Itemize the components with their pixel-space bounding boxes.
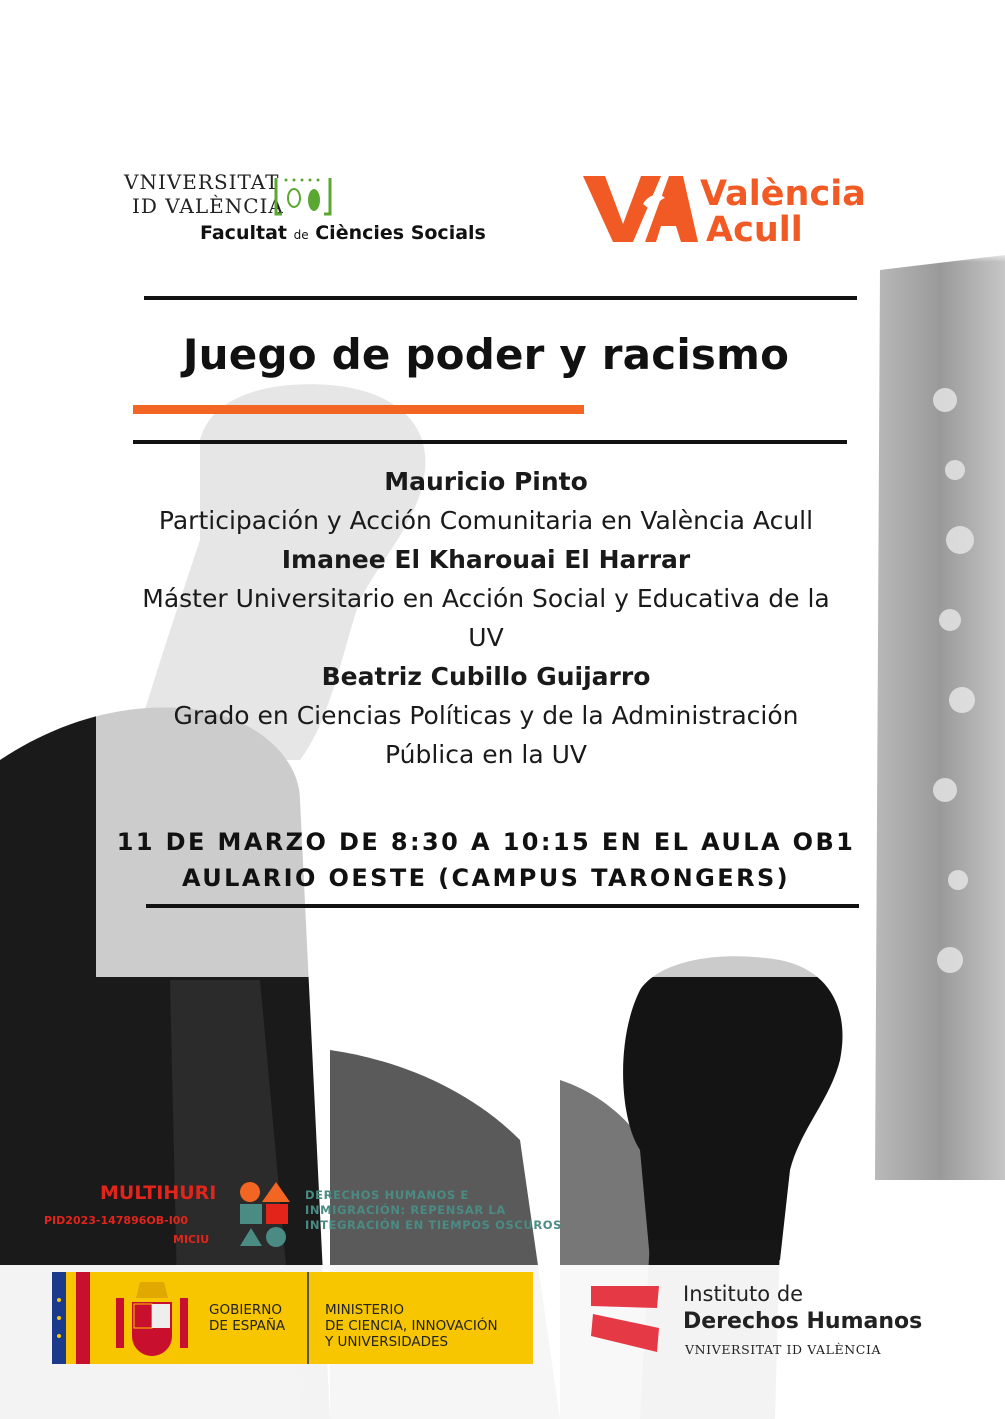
- project-id: PID2023-147896OB-I00: [44, 1214, 189, 1227]
- bottom-divider: [146, 904, 859, 908]
- va-line1: València: [700, 174, 866, 214]
- idh-logo-icon: [591, 1284, 661, 1354]
- ministerio-text: [325, 1302, 498, 1350]
- idh-line3: VNIVERSITAT ID VALÈNCIA: [685, 1342, 882, 1357]
- speaker-name: Beatriz Cubillo Guijarro: [321, 662, 651, 691]
- faculty-word: Facultat: [200, 222, 287, 244]
- project-shapes-icon: [236, 1180, 292, 1248]
- speaker-list: [96, 462, 876, 774]
- uv-emblem-icon: [272, 174, 334, 218]
- idh-line2: Derechos Humanos: [683, 1309, 923, 1334]
- event-date-time: 11 DE MARZO DE 8:30 A 10:15 EN EL AULA OB1: [116, 828, 856, 856]
- faculty-de: de: [293, 228, 309, 242]
- speaker-role: Grado en Ciencias Políticas y de la Administración Pública en la UV: [173, 701, 799, 769]
- uv-logo-line1: VNIVERSITAT: [124, 170, 280, 194]
- speaker-role: Máster Universitario en Acción Social y Educativa de la UV: [142, 584, 830, 652]
- top-divider: [144, 296, 857, 300]
- faculty-ciencies: Ciències Socials: [315, 222, 486, 244]
- valencia-acull-text: [700, 176, 866, 248]
- va-line2: Acull: [706, 210, 803, 250]
- uv-logo-line2: ID VALÈNCIA: [132, 194, 284, 218]
- project-title: DERECHOS HUMANOS E INMIGRACIÓN: REPENSAR LA INTEGRACIÓN EN TIEMPOS OSCUROS: [305, 1188, 563, 1232]
- faculty-name: [200, 222, 486, 244]
- min-line3: Y UNIVERSIDADES: [325, 1334, 449, 1350]
- accent-divider: [133, 405, 584, 414]
- speaker-role: Participación y Acción Comunitaria en València Acull: [158, 506, 814, 535]
- page-title: Juego de poder y racismo: [182, 330, 790, 379]
- event-details: [96, 824, 876, 896]
- middle-divider: [133, 440, 847, 444]
- speaker-name: Mauricio Pinto: [384, 467, 588, 496]
- spain-coat-of-arms-icon: [112, 1278, 192, 1360]
- min-line1: MINISTERIO: [325, 1302, 405, 1318]
- gobierno-text: [209, 1302, 285, 1334]
- gov-line2: DE ESPAÑA: [209, 1318, 286, 1334]
- min-line2: DE CIENCIA, INNOVACIÓN: [325, 1318, 498, 1334]
- event-location: AULARIO OESTE (CAMPUS TARONGERS): [182, 864, 790, 892]
- gov-separator: [307, 1272, 309, 1364]
- idh-line1: Instituto de: [683, 1282, 804, 1306]
- eu-flag-icon: [52, 1272, 90, 1364]
- miciu-label: MICIU: [173, 1233, 210, 1246]
- gov-line1: GOBIERNO: [209, 1302, 282, 1318]
- valencia-acull-emblem-icon: [583, 176, 698, 244]
- multihuri-label: MULTIHURI: [100, 1182, 217, 1204]
- gobierno-banner: [52, 1272, 533, 1364]
- speaker-name: Imanee El Kharouai El Harrar: [281, 545, 691, 574]
